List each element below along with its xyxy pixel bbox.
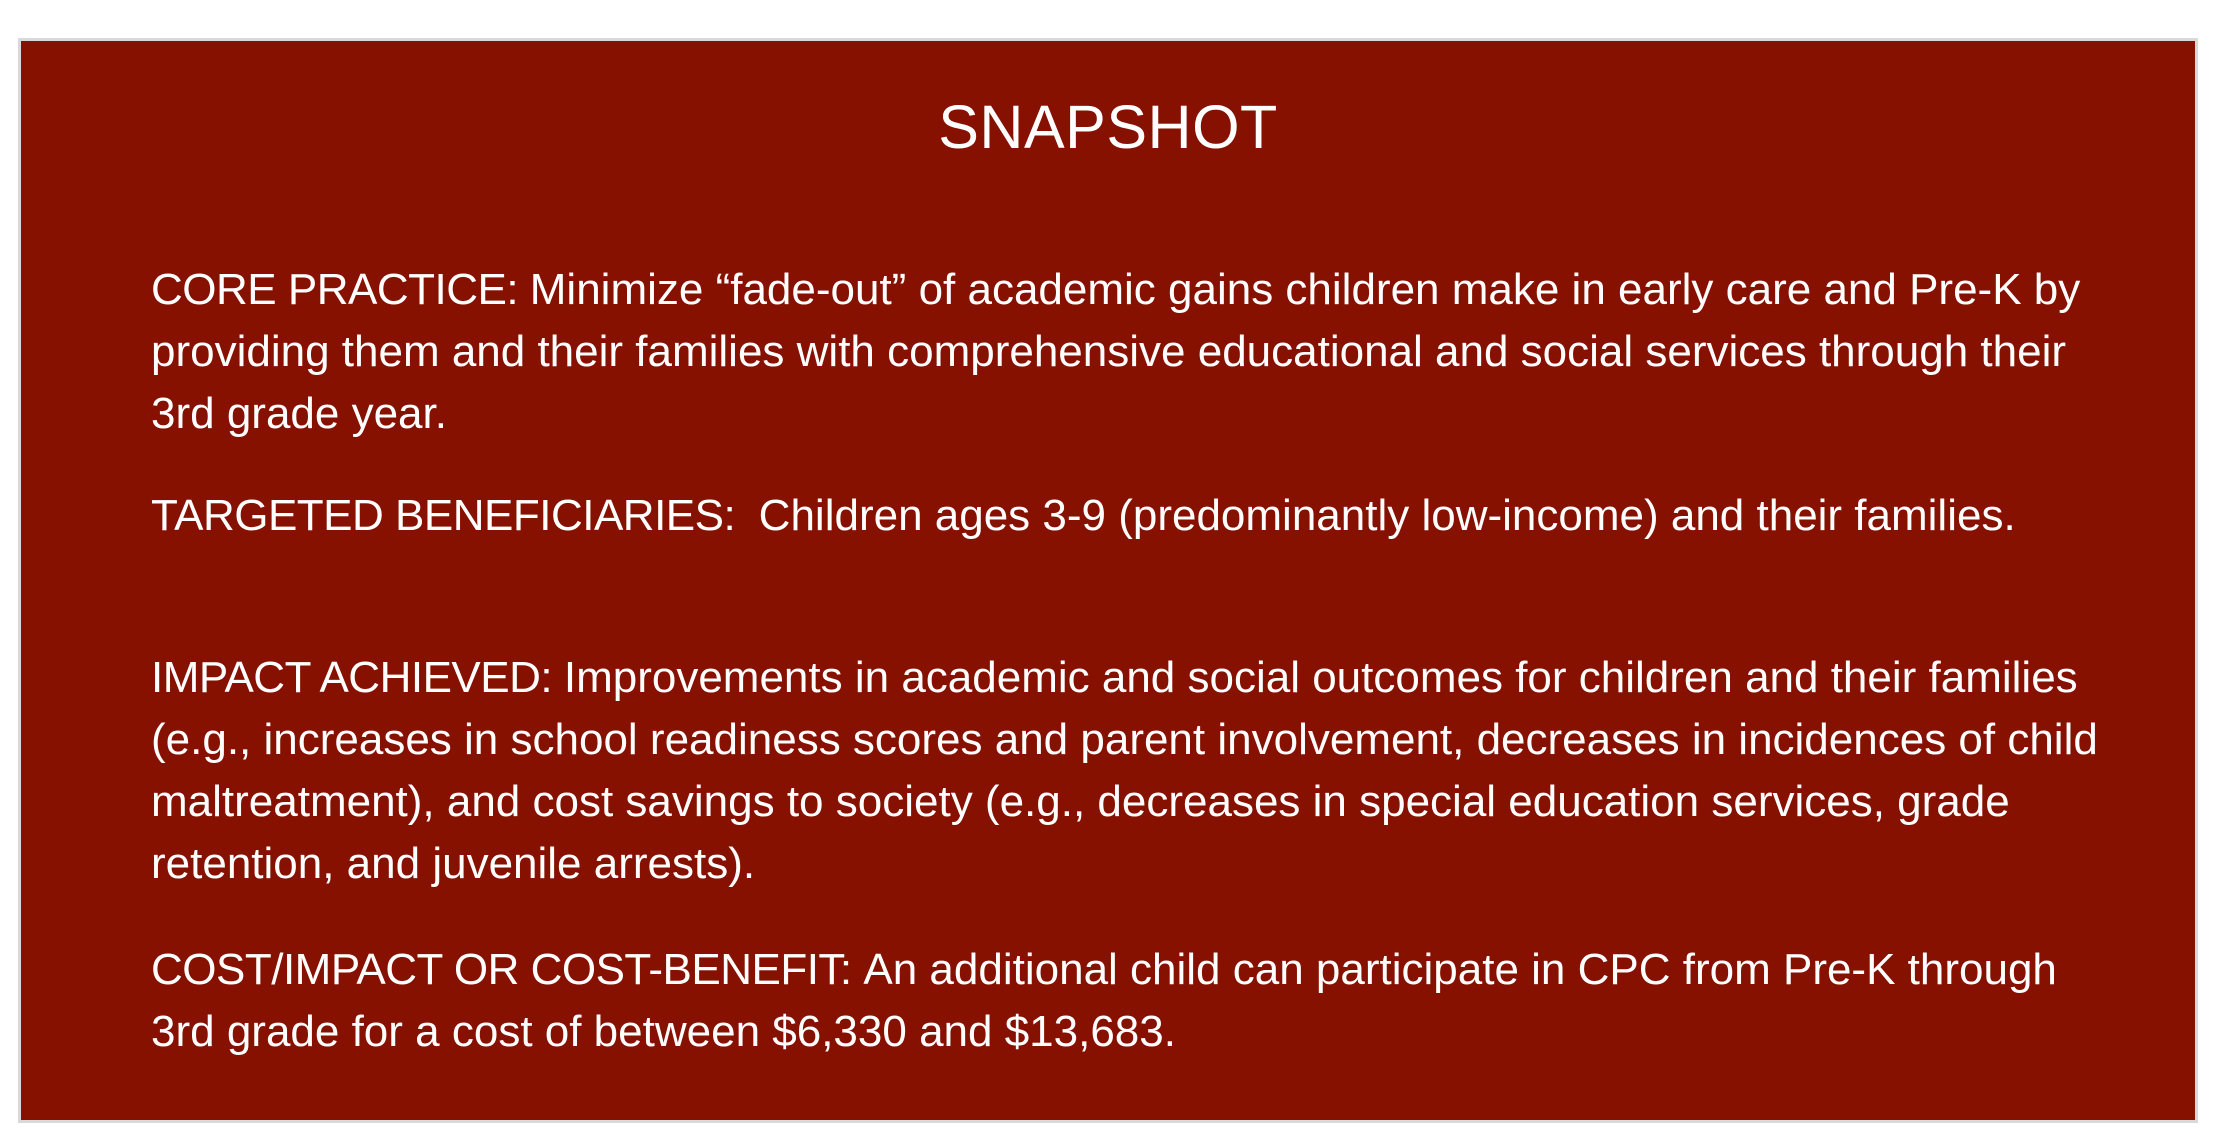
core-practice-section (151, 259, 2111, 445)
cost-benefit-label: COST/IMPACT OR COST-BENEFIT: (151, 945, 864, 994)
targeted-beneficiaries-label: TARGETED BENEFICIARIES: (151, 491, 759, 540)
core-practice-text: Minimize “fade-out” of academic gains children make in early care and Pre-K by providing them and their families with comprehensive educational and social services through their 3rd grade year. (151, 265, 2081, 438)
snapshot-title: SNAPSHOT (938, 93, 1278, 161)
cost-benefit-text: An additional child can participate in CPC from Pre-K through 3rd grade for a cost of between $6,330 and $13,683. (151, 945, 2057, 1056)
impact-achieved-text: Improvements in academic and social outcomes for children and their families (e.g., increases in school readiness scores and parent involvement, decreases in incidences of child maltreatment), and cost savings to society (e.g., decreases in special education services, grade retention, and juvenile arrests). (151, 653, 2098, 888)
impact-achieved-section (151, 647, 2111, 895)
cost-benefit-section (151, 939, 2111, 1063)
targeted-beneficiaries-text: Children ages 3-9 (predominantly low-income) and their families. (758, 491, 2016, 540)
impact-achieved-label: IMPACT ACHIEVED: (151, 653, 564, 702)
core-practice-label: CORE PRACTICE: (151, 265, 530, 314)
snapshot-panel (18, 38, 2198, 1123)
targeted-beneficiaries-section (151, 485, 2111, 547)
